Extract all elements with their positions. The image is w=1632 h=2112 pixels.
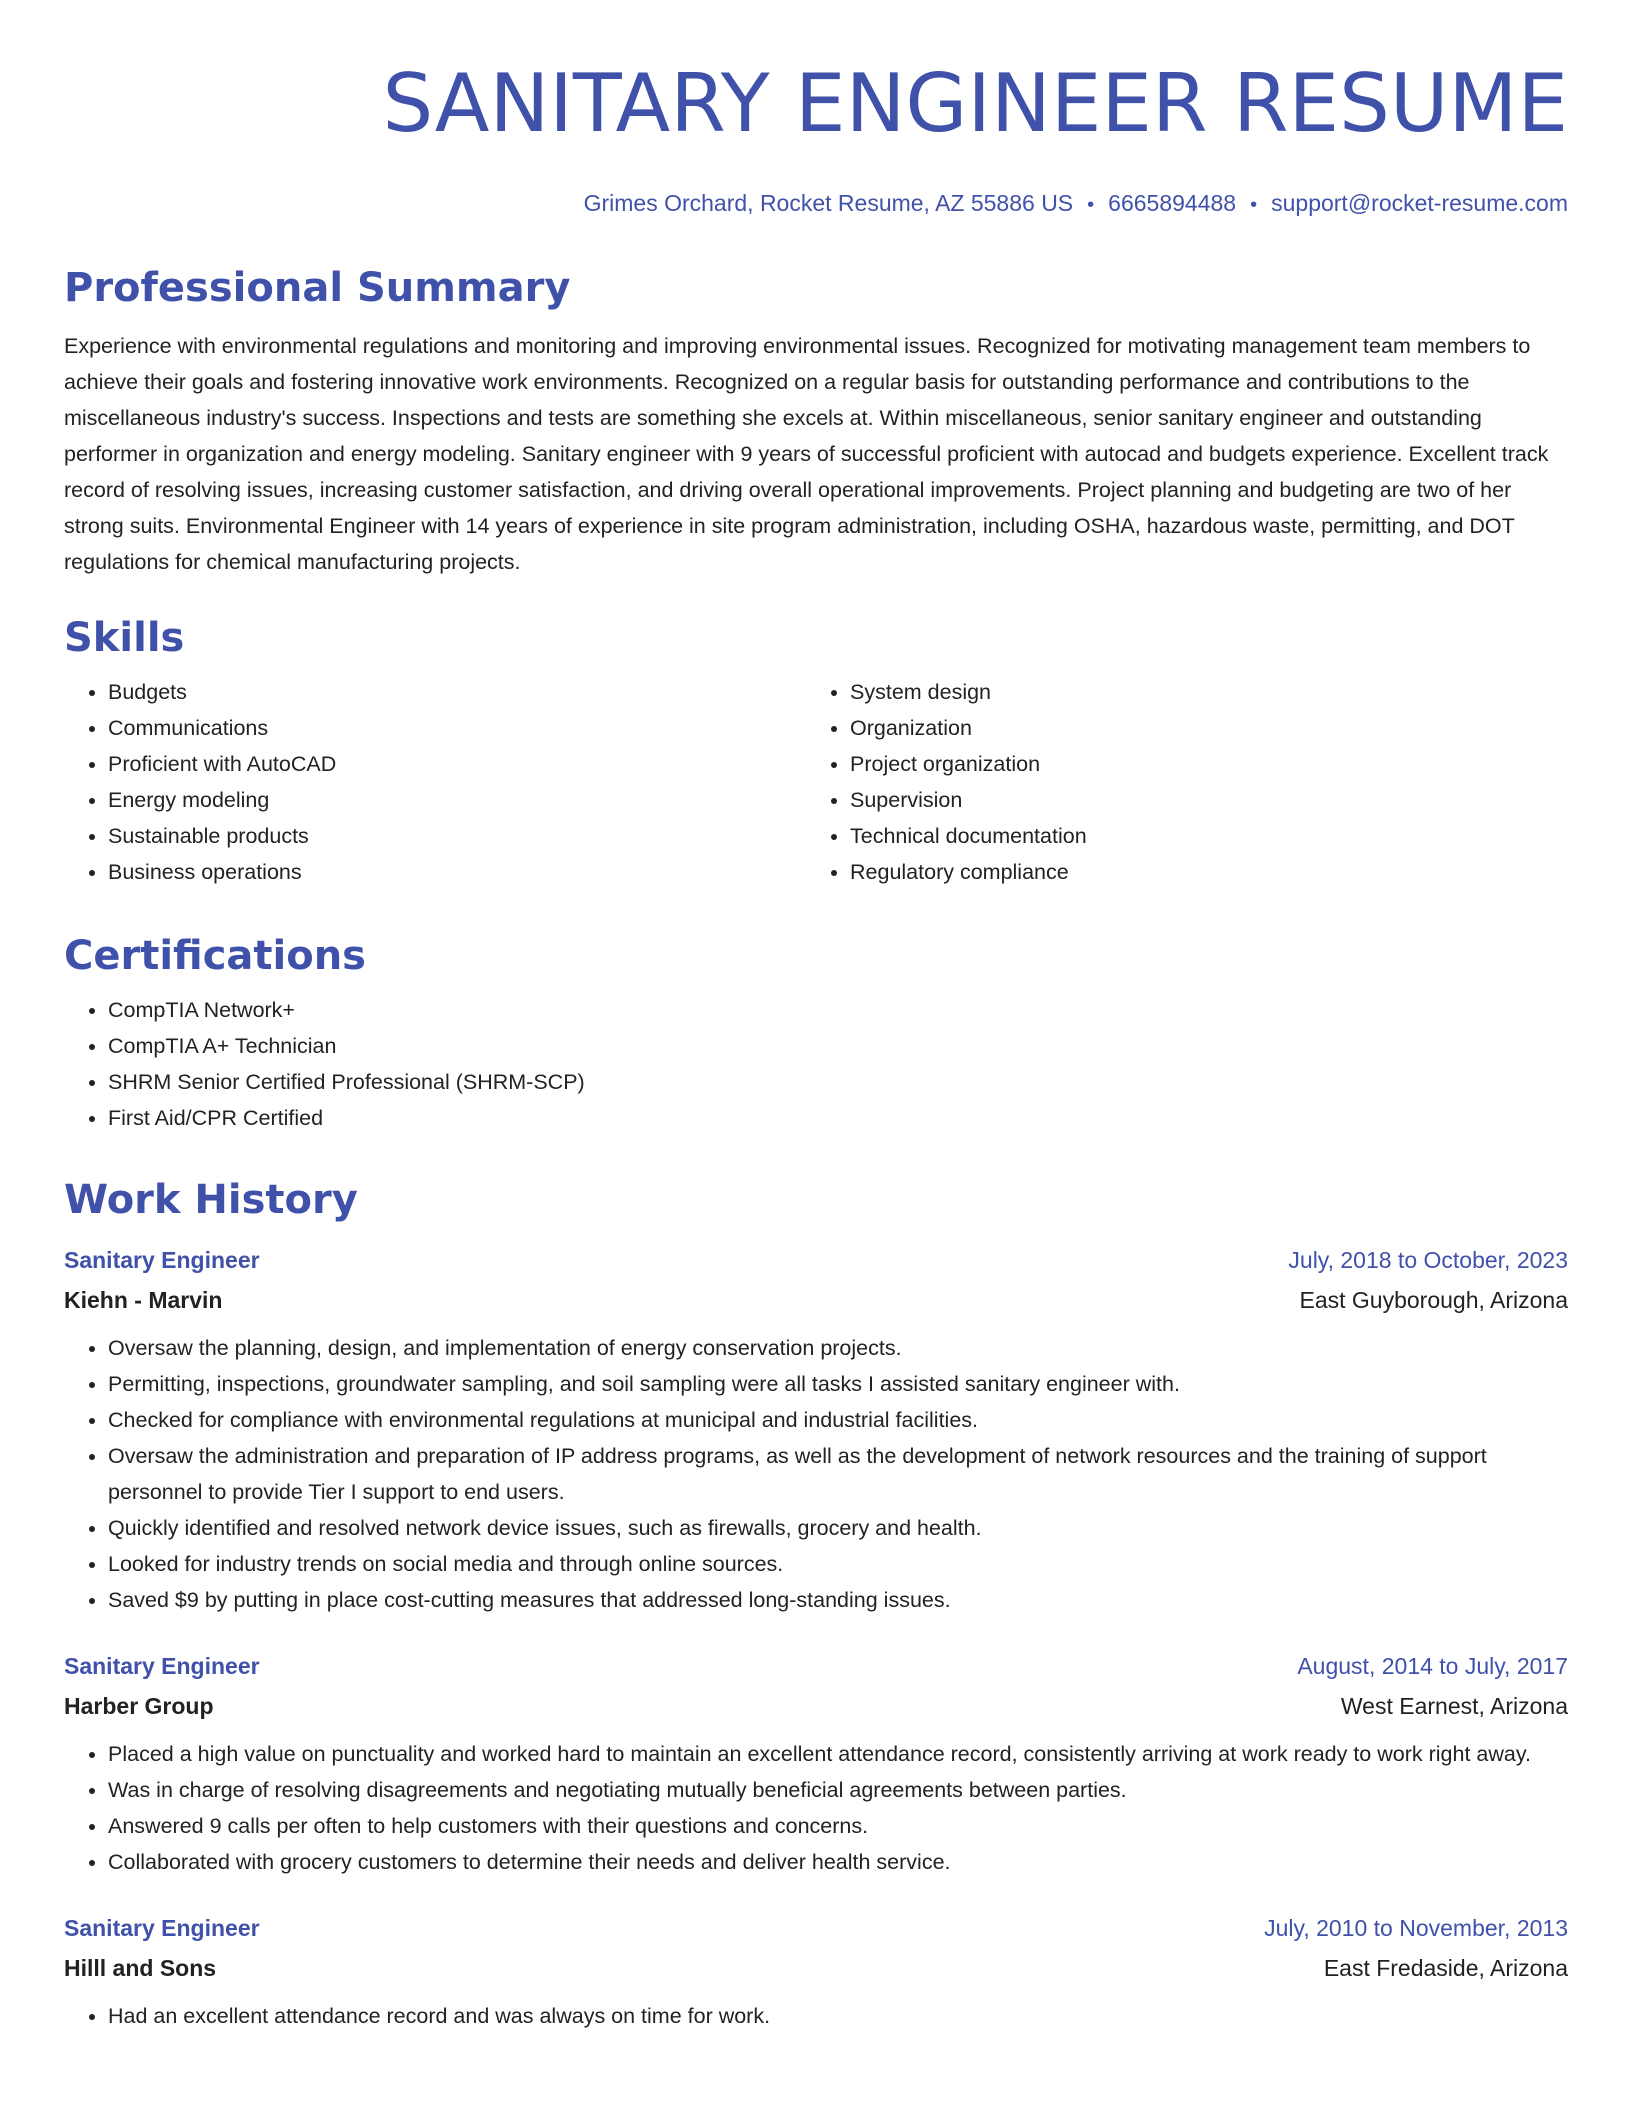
certification-item: • CompTIA A+ Technician: [108, 1028, 1568, 1064]
job-company: Hilll and Sons: [64, 1955, 217, 1981]
skill-item: • Energy modeling: [108, 782, 806, 818]
job-location: East Guyborough, Arizona: [1299, 1287, 1568, 1313]
job-header-row: [64, 1908, 1568, 1948]
job-bullet: • Saved $9 by putting in place cost-cutting measures that addressed long-standing issues.: [108, 1582, 1568, 1618]
job-bullet: • Collaborated with grocery customers to determine their needs and deliver health service.: [108, 1844, 1568, 1880]
skill-item: • Business operations: [108, 854, 806, 890]
job-company-row: [64, 1948, 1568, 1988]
contact-line: [64, 190, 1568, 217]
skills-heading: Skills: [64, 615, 185, 661]
resume-page: [64, 0, 1568, 2028]
job-bullets: [64, 1330, 1568, 1618]
job-bullet: • Checked for compliance with environmental regulations at municipal and industrial facilities.: [108, 1402, 1568, 1438]
work-history-section: [64, 1174, 1568, 2034]
contact-phone: 6665894488: [1108, 190, 1237, 216]
certifications-section: [64, 930, 1568, 1136]
job-company: Kiehn - Marvin: [64, 1287, 223, 1313]
job-bullets: [64, 1736, 1568, 1880]
skill-item: • Sustainable products: [108, 818, 806, 854]
summary-text: Experience with environmental regulations and monitoring and improving environmental issues. Recognized for motivating management team members to achieve their goals and fostering innovative work environments. Recognized on a regular basis for outstanding performance and contributions to the miscellaneous industry's success. Inspections and tests are something she excels at. Within miscellaneous, senior sanitary engineer and outstanding performer in organization and energy modeling. Sanitary engineer with 9 years of successful proficient with autocad and budgets experience. Excellent track record of resolving issues, increasing customer satisfaction, and driving overall operational improvements. Project planning and budgeting are two of her strong suits. Environmental Engineer with 14 years of experience in site program administration, including OSHA, hazardous waste, permitting, and DOT regulations for chemical manufacturing projects.: [64, 334, 1549, 574]
separator-dot: •: [1250, 194, 1258, 216]
job-header-row: [64, 1646, 1568, 1686]
skill-item: • Technical documentation: [850, 818, 1548, 854]
skills-list-left: [64, 674, 806, 890]
job-dates: August, 2014 to July, 2017: [1297, 1653, 1568, 1679]
job-dates: July, 2018 to October, 2023: [1288, 1247, 1568, 1273]
summary-section: [64, 262, 1568, 580]
skill-item: • Organization: [850, 710, 1548, 746]
skill-item: • Proficient with AutoCAD: [108, 746, 806, 782]
contact-email[interactable]: support@rocket-resume.com: [1271, 190, 1568, 216]
job-bullet: • Placed a high value on punctuality and worked hard to maintain an excellent attendance record, consistently arriving at work ready to work right away.: [108, 1736, 1568, 1772]
job-bullet: • Permitting, inspections, groundwater sampling, and soil sampling were all tasks I assisted sanitary engineer with.: [108, 1366, 1568, 1402]
summary-heading: Professional Summary: [64, 265, 571, 311]
job-title: Sanitary Engineer: [64, 1653, 260, 1679]
certifications-heading: Certifications: [64, 933, 366, 979]
job-company-row: [64, 1686, 1568, 1726]
skills-columns: [64, 674, 1568, 890]
skills-section: [64, 612, 1568, 890]
skills-column-right: [806, 674, 1548, 890]
job-bullet: • Answered 9 calls per often to help customers with their questions and concerns.: [108, 1808, 1568, 1844]
job-title: Sanitary Engineer: [64, 1915, 260, 1941]
job-bullet: • Oversaw the planning, design, and implementation of energy conservation projects.: [108, 1330, 1568, 1366]
skills-list-right: [806, 674, 1548, 890]
job-location: East Fredaside, Arizona: [1323, 1955, 1568, 1981]
certifications-list: [64, 992, 1568, 1136]
skill-item: • Regulatory compliance: [850, 854, 1548, 890]
job-bullet: • Oversaw the administration and preparation of IP address programs, as well as the development of network resources and the training of support personnel to provide Tier I support to end users.: [108, 1438, 1568, 1510]
work-history-heading: Work History: [64, 1177, 358, 1223]
job-entry: [64, 1646, 1568, 1880]
skills-column-left: [64, 674, 806, 890]
skill-item: • Budgets: [108, 674, 806, 710]
job-title: Sanitary Engineer: [64, 1247, 260, 1273]
skill-item: • Project organization: [850, 746, 1548, 782]
contact-address: Grimes Orchard, Rocket Resume, AZ 55886 US: [583, 190, 1074, 216]
job-location: West Earnest, Arizona: [1340, 1693, 1568, 1719]
certification-item: • First Aid/CPR Certified: [108, 1100, 1568, 1136]
certification-item: • SHRM Senior Certified Professional (SHRM-SCP): [108, 1064, 1568, 1100]
skill-item: • System design: [850, 674, 1548, 710]
separator-dot: •: [1087, 194, 1095, 216]
job-bullets: [64, 1998, 1568, 2034]
skill-item: • Communications: [108, 710, 806, 746]
job-entry: [64, 1908, 1568, 2034]
job-company: Harber Group: [64, 1693, 214, 1719]
job-dates: July, 2010 to November, 2013: [1264, 1915, 1568, 1941]
job-bullet: • Quickly identified and resolved network device issues, such as firewalls, grocery and health.: [108, 1510, 1568, 1546]
resume-title: SANITARY ENGINEER RESUME: [382, 57, 1568, 150]
job-company-row: [64, 1280, 1568, 1320]
job-header-row: [64, 1240, 1568, 1280]
skill-item: • Supervision: [850, 782, 1548, 818]
job-entry: [64, 1240, 1568, 1618]
job-bullet: • Was in charge of resolving disagreements and negotiating mutually beneficial agreements between parties.: [108, 1772, 1568, 1808]
job-bullet: • Looked for industry trends on social media and through online sources.: [108, 1546, 1568, 1582]
job-bullet: • Had an excellent attendance record and was always on time for work.: [108, 1998, 1568, 2034]
certification-item: • CompTIA Network+: [108, 992, 1568, 1028]
